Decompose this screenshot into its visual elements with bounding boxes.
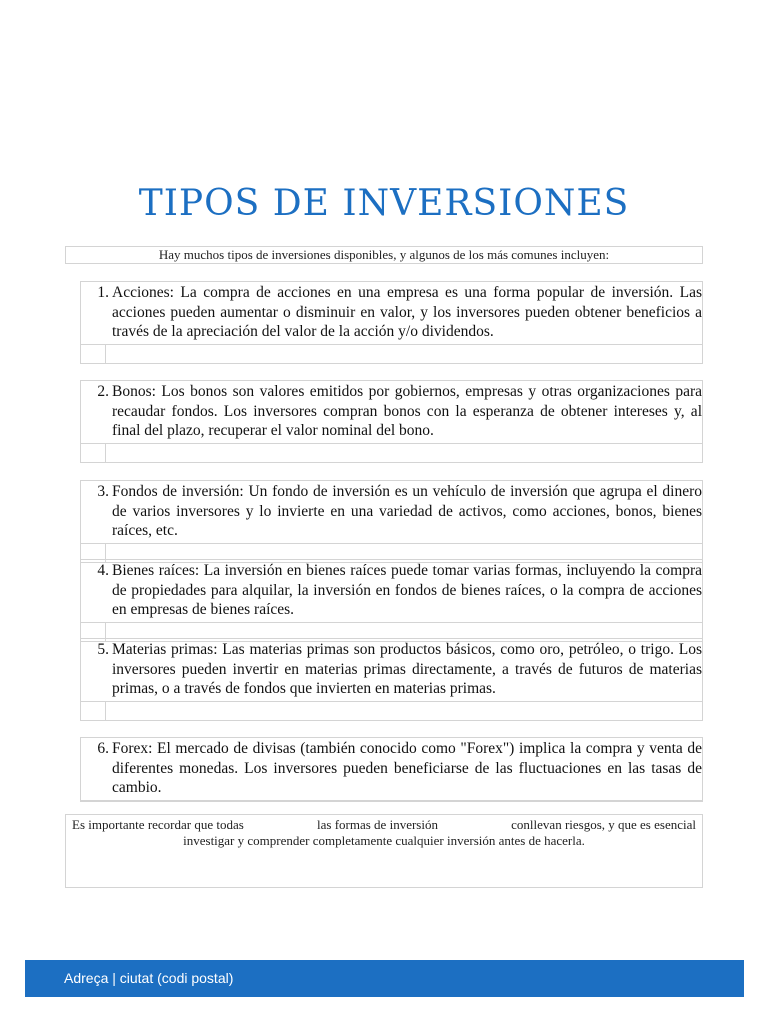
- footer-bar: [25, 960, 744, 997]
- list-item-number: 2.: [97, 383, 109, 400]
- list-item-number: 3.: [97, 483, 109, 500]
- list-item-spacer: [80, 344, 703, 364]
- list-item-number: 6.: [97, 740, 109, 757]
- list-item-text: Fondos de inversión: Un fondo de inversión es un vehículo de inversión que agrupa el dinero de varios inversores y lo invierte en una variedad de activos, como acciones, bonos, bienes raíces, etc.: [112, 483, 702, 540]
- closing-paragraph: [65, 814, 703, 888]
- closing-text-part2: las formas de inversión: [317, 817, 438, 832]
- list-item-number: 1.: [97, 284, 109, 301]
- list-item-number: 4.: [97, 562, 109, 579]
- document-title: TIPOS DE INVERSIONES: [138, 183, 630, 224]
- list-item-text: Bonos: Los bonos son valores emitidos por gobiernos, empresas y otras organizaciones para recaudar fondos. Los inversores compran bonos con la esperanza de obtener intereses y, al final del plazo, recuperar el valor nominal del bono.: [112, 383, 702, 440]
- list-item-text: Forex: El mercado de divisas (también conocido como "Forex") implica la compra y venta de diferentes monedas. Los inversores pueden beneficiarse de las fluctuaciones en las tasas de cambio.: [112, 740, 702, 797]
- list-item-text: Bienes raíces: La inversión en bienes raíces puede tomar varias formas, incluyendo la compra de propiedades para alquilar, la inversión en fondos de bienes raíces, o la compra de acciones en empresas de bienes raíces.: [112, 562, 702, 619]
- closing-text-part1: Es importante recordar que todas: [72, 817, 244, 832]
- list-item-bienes-raices: [80, 559, 703, 642]
- list-item-fondos: [80, 480, 703, 563]
- list-item-bonos: [80, 380, 703, 463]
- list-item-acciones: [80, 281, 703, 364]
- list-item-spacer: [80, 443, 703, 463]
- list-item-materias-primas: [80, 638, 703, 721]
- list-item-text: Acciones: La compra de acciones en una empresa es una forma popular de inversión. Las acciones pueden aumentar o disminuir en valor, y los inversores pueden obtener beneficios a través de la apreciación del valor de la acción y/o dividendos.: [112, 284, 702, 341]
- intro-paragraph: Hay muchos tipos de inversiones disponibles, y algunos de los más comunes incluyen:: [65, 246, 703, 264]
- list-item-spacer: [80, 800, 703, 802]
- closing-text-line2: investigar y comprender completamente cualquier inversión antes de hacerla.: [183, 833, 585, 848]
- list-item-forex: [80, 737, 703, 802]
- list-item-number: 5.: [97, 641, 109, 658]
- list-item-text: Materias primas: Las materias primas son productos básicos, como oro, petróleo, o trigo. Los inversores pueden invertir en materias primas directamente, a través de futuros de materias primas, o a través de fondos que invierten en materias primas.: [112, 641, 702, 698]
- closing-text-part3: conllevan riesgos, y que es esencial: [511, 817, 696, 832]
- list-item-spacer: [80, 701, 703, 721]
- footer-address: Adreça | ciutat (codi postal): [64, 970, 234, 986]
